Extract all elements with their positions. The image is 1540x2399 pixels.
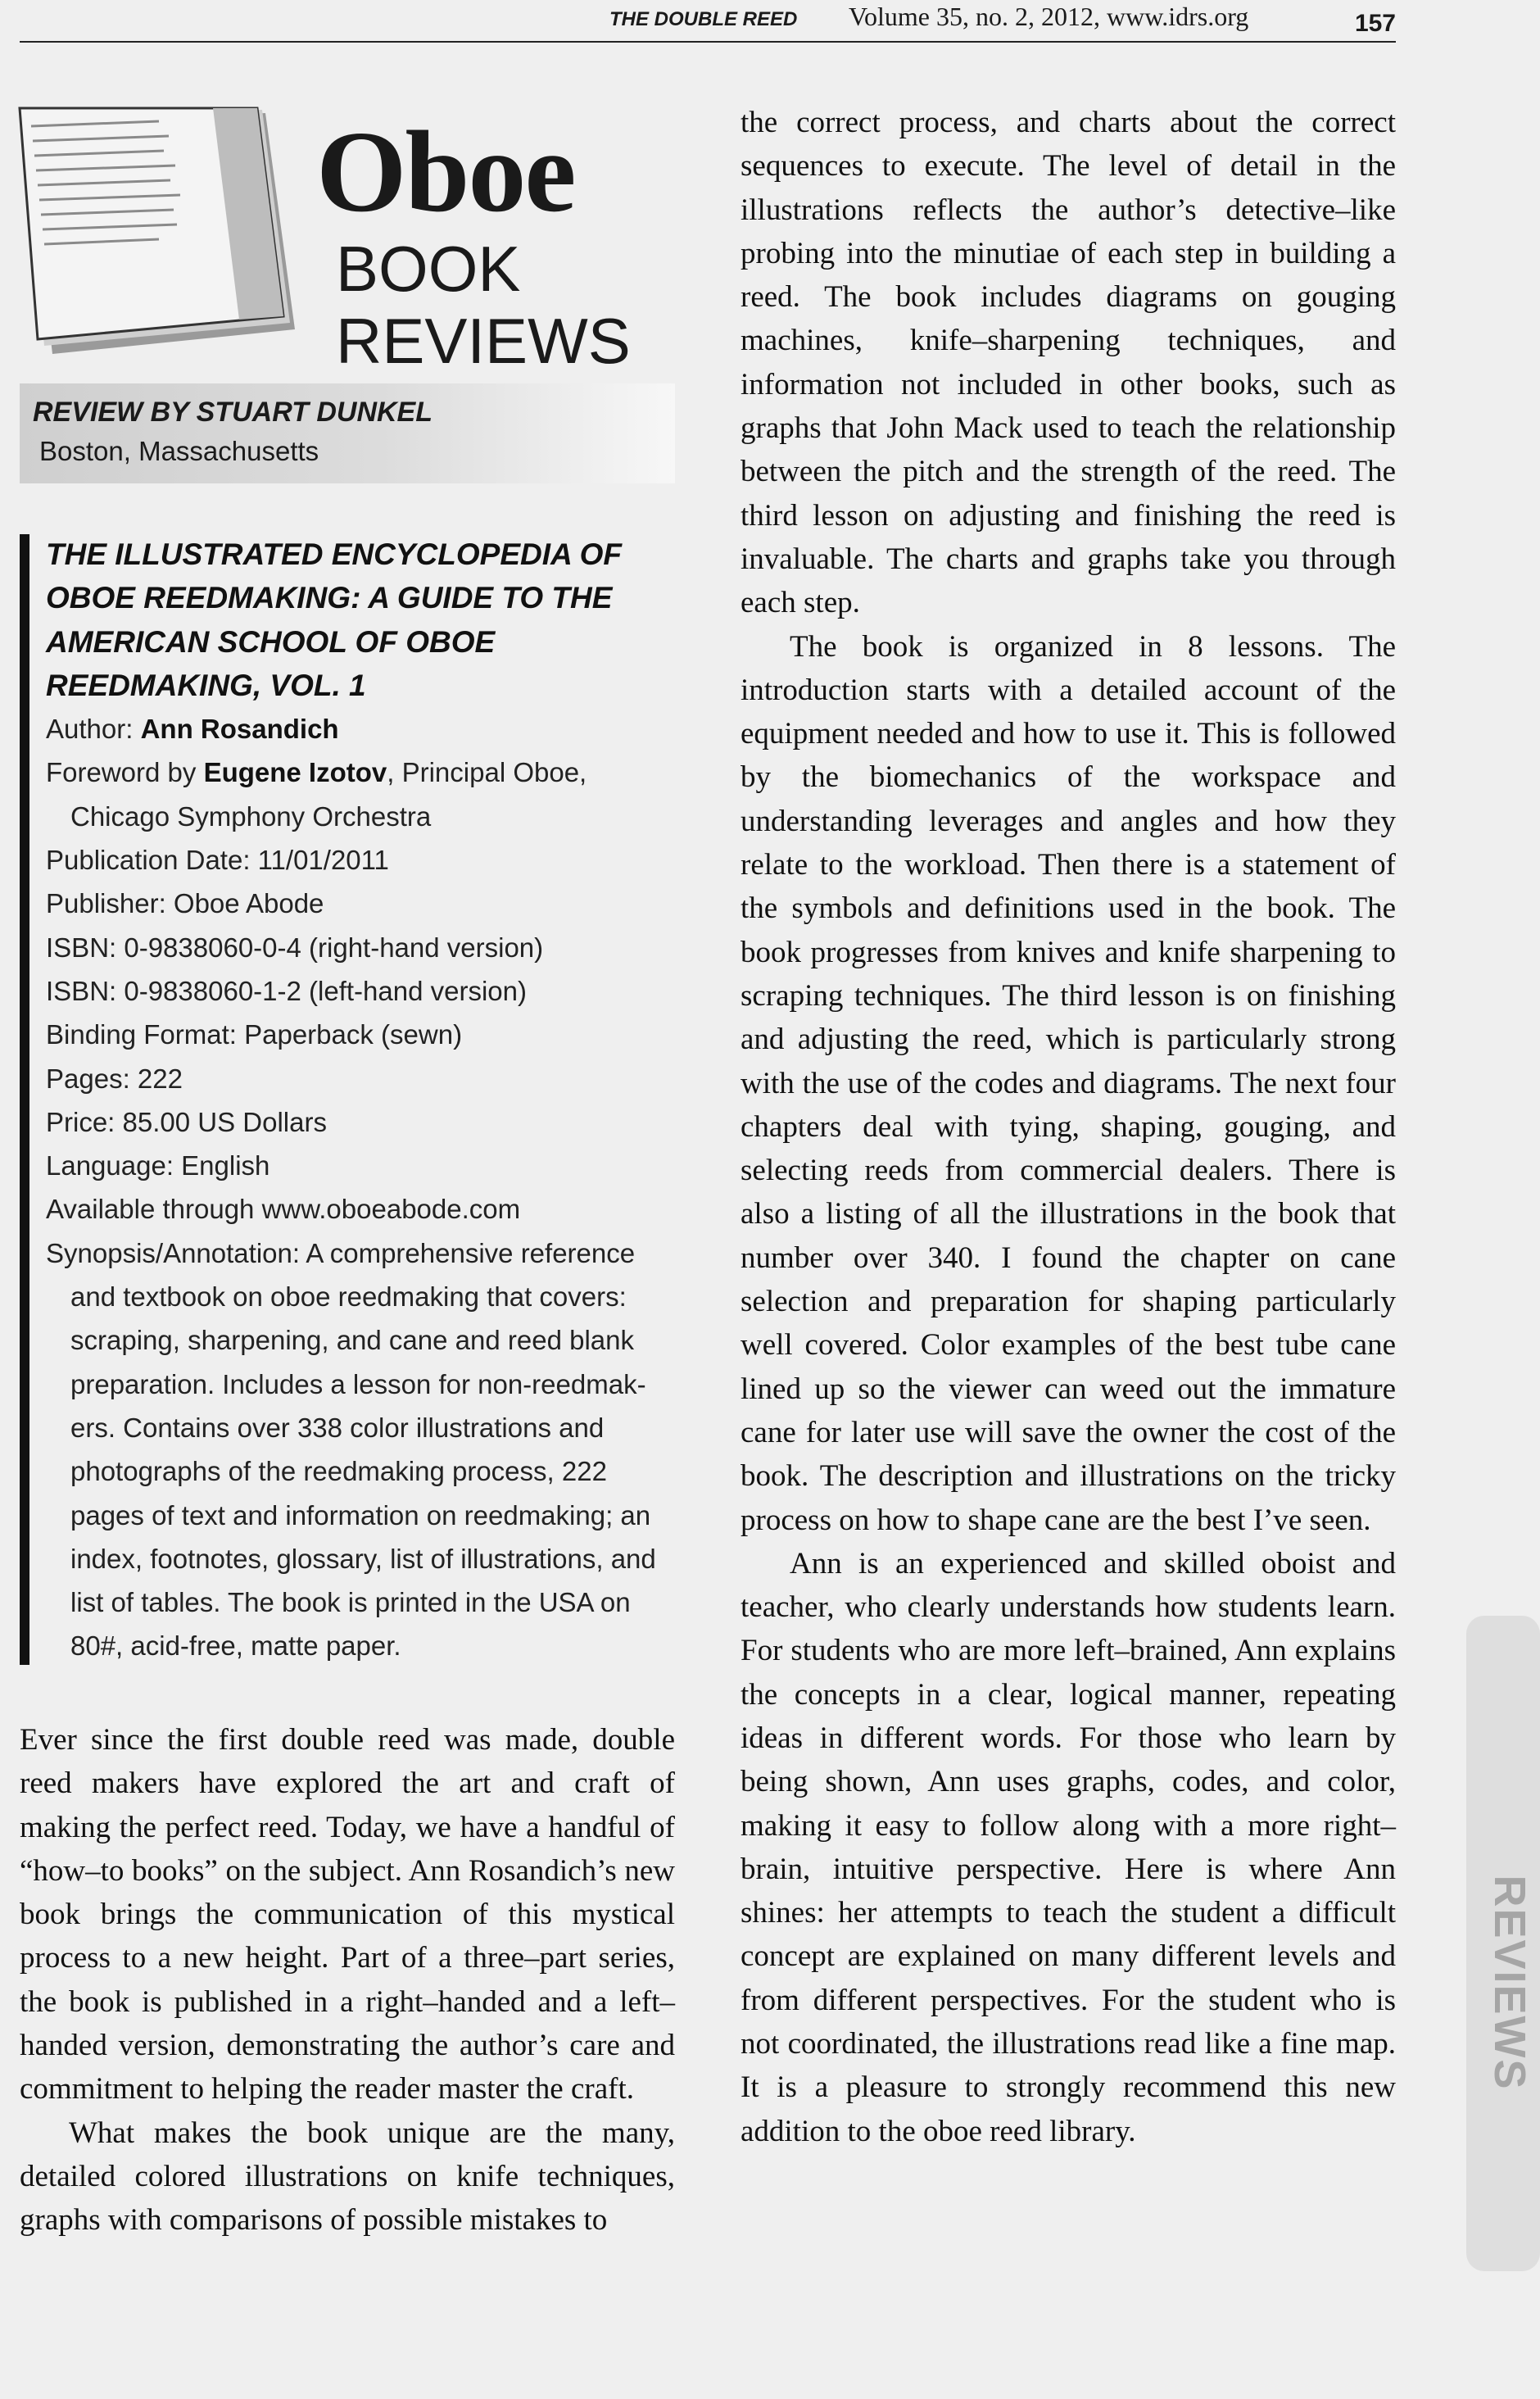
- section-side-label: REVIEWS: [1485, 1875, 1534, 2091]
- book-publication-date: Publication Date: 11/01/2011: [46, 845, 389, 876]
- book-price: Price: 85.00 US Dollars: [46, 1106, 327, 1137]
- book-isbn-left: ISBN: 0-9838060-1-2 (left-hand version): [46, 975, 527, 1006]
- volume-info: Volume 35, no. 2, 2012, www.idrs.org: [849, 2, 1249, 31]
- journal-name: THE DOUBLE REED: [609, 8, 798, 30]
- article-paragraph: What makes the book unique are the many, detailed colored illustrations on knife techniques, graphs with comparisons of possible mistakes to: [20, 2116, 675, 2238]
- book-isbn-right: ISBN: 0-9838060-0-4 (right-hand version): [46, 932, 544, 963]
- running-header: [20, 0, 1396, 43]
- book-author: Author: Ann Rosandich: [46, 714, 339, 745]
- book-icon: [20, 108, 298, 364]
- page-number: 157: [1354, 10, 1396, 37]
- article-paragraph: The book is organized in 8 lessons. The introduction starts with a detailed account of the equipment needed and how to use it. This is followed by the biomechanics of the workspace and understanding leverages and angles and how they relate to the workload. Then there is a statement of the symbols and definitions used in the book. The book progresses from knives and knife sharpening to scraping techniques. The third lesson is on finishing and adjusting the reed, which is particularly strong with the use of the codes and diagrams. The next four chapters deal with tying, shaping, gouging, and selecting reeds from commercial dealers. There is also a listing of all the illustrations in the book that number over 340. I found the chapter on cane selection and preparation for shaping particularly well covered. Color examples of the best tube cane lined up so the viewer can weed out the immature cane for later use will save the owner the cost of the book. The description and illustrations on the tricky process on how to shape cane are the best I’ve seen.: [741, 629, 1396, 1537]
- article-column-left: [20, 1718, 675, 2243]
- reviewer-box: [20, 383, 675, 483]
- book-synopsis: Synopsis/Annotation: A comprehensive reference and textbook on oboe reedmaking that covers: scraping, sharpening, and cane and reed blank preparation. Includes a lesson for non-reedmak-ers. Contains over 338 color illustrations and photographs of the reedmaking process, 222 pages of text and information on reedmaking; an index, footnotes, glossary, list of illustrations, and list of tables. The book is printed in the USA on 80#, acid-free, matte paper.: [46, 1237, 656, 1662]
- book-info: [46, 533, 685, 1668]
- article-paragraph: Ever since the first double reed was made, double reed makers have explored the art and craft of making the perfect reed. Today, we have a handful of “how–to books” on the subject. Ann Rosandich’s new book brings the communication of this mystical process to a new height. Part of a three–part series, the book is published in a right–handed and a left–handed version, demonstrating the author’s care and commitment to helping the reader master the craft.: [20, 1723, 675, 2106]
- reviewer-byline: REVIEW BY STUART DUNKEL: [33, 397, 433, 428]
- subtitle-line-book: BOOK: [336, 233, 521, 305]
- section-title: Oboe: [316, 107, 575, 236]
- reviewer-location: Boston, Massachusetts: [39, 436, 319, 466]
- book-availability: Available through www.oboeabode.com: [46, 1194, 521, 1225]
- book-pages: Pages: 222: [46, 1063, 183, 1094]
- info-sidebar-rule: [20, 534, 29, 1665]
- book-binding: Binding Format: Paperback (sewn): [46, 1019, 463, 1050]
- article-paragraph: the correct process, and charts about the correct sequences to execute. The level of detail in the illustrations reflects the author’s detective–like probing into the minutiae of each step in building a reed. The book includes diagrams on gouging machines, knife–sharpening techniques, and information not included in other books, such as graphs that John Mack used to teach the relationship between the pitch and the strength of the reed. The third lesson on adjusting and finishing the reed is invaluable. The charts and graphs take you through each step.: [741, 106, 1396, 620]
- book-title: THE ILLUSTRATED ENCYCLOPEDIA OF OBOE REEDMAKING: A GUIDE TO THE AMERICAN SCHOOL OF OBOE REEDMAKING, VOL. 1: [46, 537, 622, 702]
- book-foreword: Foreword by Eugene Izotov, Principal Oboe, Chicago Symphony Orchestra: [46, 757, 587, 832]
- subtitle-line-reviews: REVIEWS: [336, 305, 631, 377]
- book-publisher: Publisher: Oboe Abode: [46, 888, 324, 919]
- article-paragraph: Ann is an experienced and skilled oboist and teacher, who clearly understands how students learn. For students who are more left–brained, Ann explains the concepts in a clear, logical manner, repeating ideas in different words. For those who learn by being shown, Ann uses graphs, codes, and color, making it easy to follow along with a more right–brain, intuitive perspective. Here is where Ann shines: her attempts to teach the student a difficult concept are explained on many different levels and from different perspectives. For the student who is not coordinated, the illustrations read like a fine map. It is a pleasure to strongly recommend this new addition to the oboe reed library.: [741, 1546, 1396, 2148]
- section-subtitle: [336, 233, 631, 377]
- article-column-right: [741, 101, 1396, 2153]
- book-language: Language: English: [46, 1150, 270, 1181]
